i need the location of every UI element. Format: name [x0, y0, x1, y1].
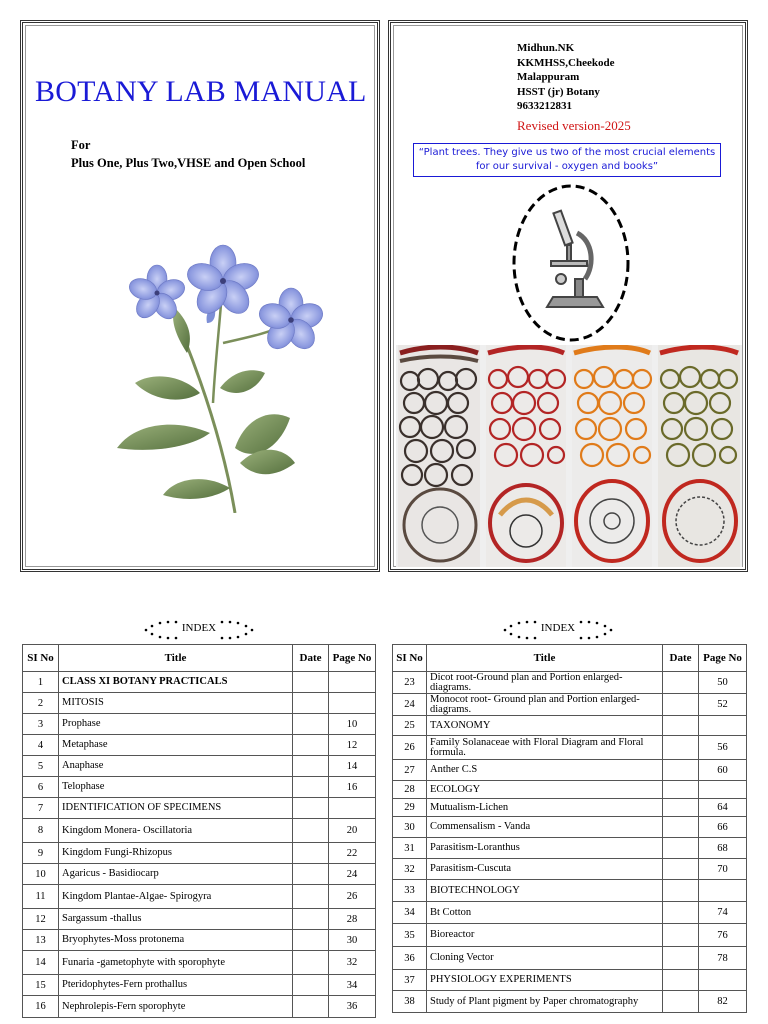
table-row [23, 864, 376, 885]
row-page-number: 20 [329, 819, 376, 843]
row-sl-number: 27 [393, 760, 427, 781]
row-page-number: 78 [699, 947, 747, 970]
row-sl-number: 23 [393, 672, 427, 694]
col-title-header: Title [427, 645, 663, 672]
table-row [23, 714, 376, 735]
row-sl-number: 26 [393, 736, 427, 760]
row-sl-number: 5 [23, 756, 59, 777]
row-title: Sargassum -thallus [59, 909, 293, 930]
row-title: TAXONOMY [427, 716, 663, 736]
row-page-number: 36 [329, 996, 376, 1018]
row-sl-number: 37 [393, 970, 427, 991]
row-sl-number: 7 [23, 798, 59, 819]
author-block [517, 41, 614, 114]
row-sl-number: 31 [393, 838, 427, 859]
row-date [663, 799, 699, 817]
row-title: MITOSIS [59, 693, 293, 714]
quote-box: “Plant trees. They give us two of the most crucial elements for our survival - oxygen and books” [413, 143, 721, 177]
row-page-number: 68 [699, 838, 747, 859]
table-row [23, 975, 376, 996]
row-date [293, 735, 329, 756]
row-date [663, 838, 699, 859]
row-page-number [699, 716, 747, 736]
row-sl-number: 6 [23, 777, 59, 798]
table-row [393, 924, 747, 947]
inner-cover-panel [388, 20, 748, 572]
row-title: Anaphase [59, 756, 293, 777]
row-sl-number: 33 [393, 880, 427, 902]
row-page-number: 34 [329, 975, 376, 996]
row-title: Anther C.S [427, 760, 663, 781]
row-page-number [329, 798, 376, 819]
row-sl-number: 11 [23, 885, 59, 909]
row-date [293, 951, 329, 975]
row-sl-number: 35 [393, 924, 427, 947]
table-row [393, 694, 747, 716]
row-page-number: 32 [329, 951, 376, 975]
table-row [23, 930, 376, 951]
row-sl-number: 24 [393, 694, 427, 716]
row-title: PHYSIOLOGY EXPERIMENTS [427, 970, 663, 991]
table-row [393, 970, 747, 991]
row-page-number: 82 [699, 991, 747, 1013]
front-cover-panel [20, 20, 380, 572]
row-title: Nephrolepis-Fern sporophyte [59, 996, 293, 1018]
table-row [23, 777, 376, 798]
row-page-number: 14 [329, 756, 376, 777]
row-title: Telophase [59, 777, 293, 798]
table-row [393, 799, 747, 817]
row-page-number: 74 [699, 902, 747, 924]
row-date [293, 714, 329, 735]
row-title: CLASS XI BOTANY PRACTICALS [59, 672, 293, 693]
row-page-number: 24 [329, 864, 376, 885]
row-sl-number: 12 [23, 909, 59, 930]
row-date [293, 693, 329, 714]
row-page-number: 52 [699, 694, 747, 716]
row-sl-number: 3 [23, 714, 59, 735]
table-row [393, 781, 747, 799]
row-sl-number: 9 [23, 843, 59, 864]
row-page-number [699, 970, 747, 991]
index-heading-right [499, 620, 617, 640]
row-date [663, 859, 699, 880]
row-page-number: 10 [329, 714, 376, 735]
table-row [23, 672, 376, 693]
row-title: Pteridophytes-Fern prothallus [59, 975, 293, 996]
row-title: BIOTECHNOLOGY [427, 880, 663, 902]
row-title: Parasitism-Loranthus [427, 838, 663, 859]
row-page-number: 22 [329, 843, 376, 864]
row-page-number: 50 [699, 672, 747, 694]
index-header-row [393, 645, 747, 672]
row-sl-number: 1 [23, 672, 59, 693]
row-title: IDENTIFICATION OF SPECIMENS [59, 798, 293, 819]
col-title-header: Title [59, 645, 293, 672]
table-row [393, 817, 747, 838]
table-row [393, 736, 747, 760]
row-date [663, 880, 699, 902]
index-heading-left [140, 620, 258, 640]
row-sl-number: 15 [23, 975, 59, 996]
row-page-number: 66 [699, 817, 747, 838]
row-sl-number: 4 [23, 735, 59, 756]
row-page-number: 60 [699, 760, 747, 781]
row-date [293, 672, 329, 693]
row-sl-number: 32 [393, 859, 427, 880]
row-date [293, 975, 329, 996]
row-title: Funaria -gametophyte with sporophyte [59, 951, 293, 975]
row-date [663, 970, 699, 991]
revision-note: Revised version-2025 [517, 118, 631, 133]
row-sl-number: 38 [393, 991, 427, 1013]
row-title: Kingdom Fungi-Rhizopus [59, 843, 293, 864]
index-label: INDEX [540, 622, 576, 634]
row-sl-number: 8 [23, 819, 59, 843]
row-date [663, 947, 699, 970]
row-date [663, 694, 699, 716]
row-title: Bryophytes-Moss protonema [59, 930, 293, 951]
row-sl-number: 25 [393, 716, 427, 736]
row-title: Metaphase [59, 735, 293, 756]
author-place: Malappuram [517, 71, 580, 84]
row-page-number: 26 [329, 885, 376, 909]
row-date [293, 819, 329, 843]
row-page-number: 76 [699, 924, 747, 947]
author-designation: HSST (jr) Botany [517, 85, 600, 98]
table-row [23, 756, 376, 777]
row-date [293, 756, 329, 777]
row-date [663, 672, 699, 694]
col-page-header: Page No [329, 645, 376, 672]
table-row [393, 991, 747, 1013]
row-date [293, 798, 329, 819]
row-title: Prophase [59, 714, 293, 735]
row-page-number [699, 880, 747, 902]
row-page-number: 56 [699, 736, 747, 760]
row-sl-number: 29 [393, 799, 427, 817]
table-row [23, 996, 376, 1018]
row-date [293, 843, 329, 864]
row-page-number: 64 [699, 799, 747, 817]
table-row [393, 838, 747, 859]
row-title: Kingdom Plantae-Algae- Spirogyra [59, 885, 293, 909]
row-page-number: 30 [329, 930, 376, 951]
row-date [663, 924, 699, 947]
row-date [293, 864, 329, 885]
row-title: Monocot root- Ground plan and Portion enlarged-diagrams. [427, 694, 663, 716]
table-row [393, 859, 747, 880]
row-page-number [329, 672, 376, 693]
row-date [293, 909, 329, 930]
index-label: INDEX [181, 622, 217, 634]
manual-title: BOTANY LAB MANUAL [35, 75, 367, 108]
table-row [393, 880, 747, 902]
row-title: Bioreactor [427, 924, 663, 947]
col-sl-header: SI No [23, 645, 59, 672]
audience-text: Plus One, Plus Two,VHSE and Open School [71, 156, 306, 170]
row-title: Mutualism-Lichen [427, 799, 663, 817]
row-date [293, 996, 329, 1018]
table-row [393, 672, 747, 694]
col-date-header: Date [663, 645, 699, 672]
row-date [293, 777, 329, 798]
stem-cross-section-models-image [396, 345, 742, 567]
row-date [293, 885, 329, 909]
periwinkle-flower-illustration [95, 223, 325, 513]
row-sl-number: 2 [23, 693, 59, 714]
index-header-row [23, 645, 376, 672]
table-row [23, 735, 376, 756]
row-title: ECOLOGY [427, 781, 663, 799]
col-date-header: Date [293, 645, 329, 672]
col-sl-header: SI No [393, 645, 427, 672]
table-row [23, 819, 376, 843]
for-label: For [71, 138, 91, 152]
row-sl-number: 34 [393, 902, 427, 924]
author-school: KKMHSS,Cheekode [517, 56, 615, 69]
row-date [663, 817, 699, 838]
row-sl-number: 36 [393, 947, 427, 970]
table-row [23, 843, 376, 864]
row-title: Dicot root-Ground plan and Portion enlarged-diagrams. [427, 672, 663, 694]
row-sl-number: 13 [23, 930, 59, 951]
index-table-left [22, 644, 376, 1018]
index-table-right [392, 644, 747, 1013]
row-date [293, 930, 329, 951]
table-row [23, 885, 376, 909]
row-page-number [699, 781, 747, 799]
table-row [23, 693, 376, 714]
row-title: Commensalism - Vanda [427, 817, 663, 838]
author-name: Midhun.NK [517, 42, 575, 54]
row-date [663, 991, 699, 1013]
row-page-number [329, 693, 376, 714]
row-page-number: 70 [699, 859, 747, 880]
row-sl-number: 30 [393, 817, 427, 838]
row-page-number: 12 [329, 735, 376, 756]
row-sl-number: 10 [23, 864, 59, 885]
row-sl-number: 28 [393, 781, 427, 799]
table-row [393, 947, 747, 970]
row-title: Kingdom Monera- Oscillatoria [59, 819, 293, 843]
table-row [23, 909, 376, 930]
author-phone: 9633212831 [517, 100, 572, 113]
microscope-illustration [511, 183, 631, 343]
table-row [23, 798, 376, 819]
row-sl-number: 14 [23, 951, 59, 975]
row-title: Agaricus - Basidiocarp [59, 864, 293, 885]
row-date [663, 781, 699, 799]
table-row [393, 902, 747, 924]
row-title: Bt Cotton [427, 902, 663, 924]
table-row [393, 716, 747, 736]
row-title: Study of Plant pigment by Paper chromatography [427, 991, 663, 1013]
row-date [663, 736, 699, 760]
row-date [663, 902, 699, 924]
row-sl-number: 16 [23, 996, 59, 1018]
row-title: Parasitism-Cuscuta [427, 859, 663, 880]
table-row [23, 951, 376, 975]
table-row [393, 760, 747, 781]
row-date [663, 716, 699, 736]
row-page-number: 16 [329, 777, 376, 798]
row-title: Family Solanaceae with Floral Diagram and Floral formula. [427, 736, 663, 760]
row-page-number: 28 [329, 909, 376, 930]
row-date [663, 760, 699, 781]
col-page-header: Page No [699, 645, 747, 672]
row-title: Cloning Vector [427, 947, 663, 970]
